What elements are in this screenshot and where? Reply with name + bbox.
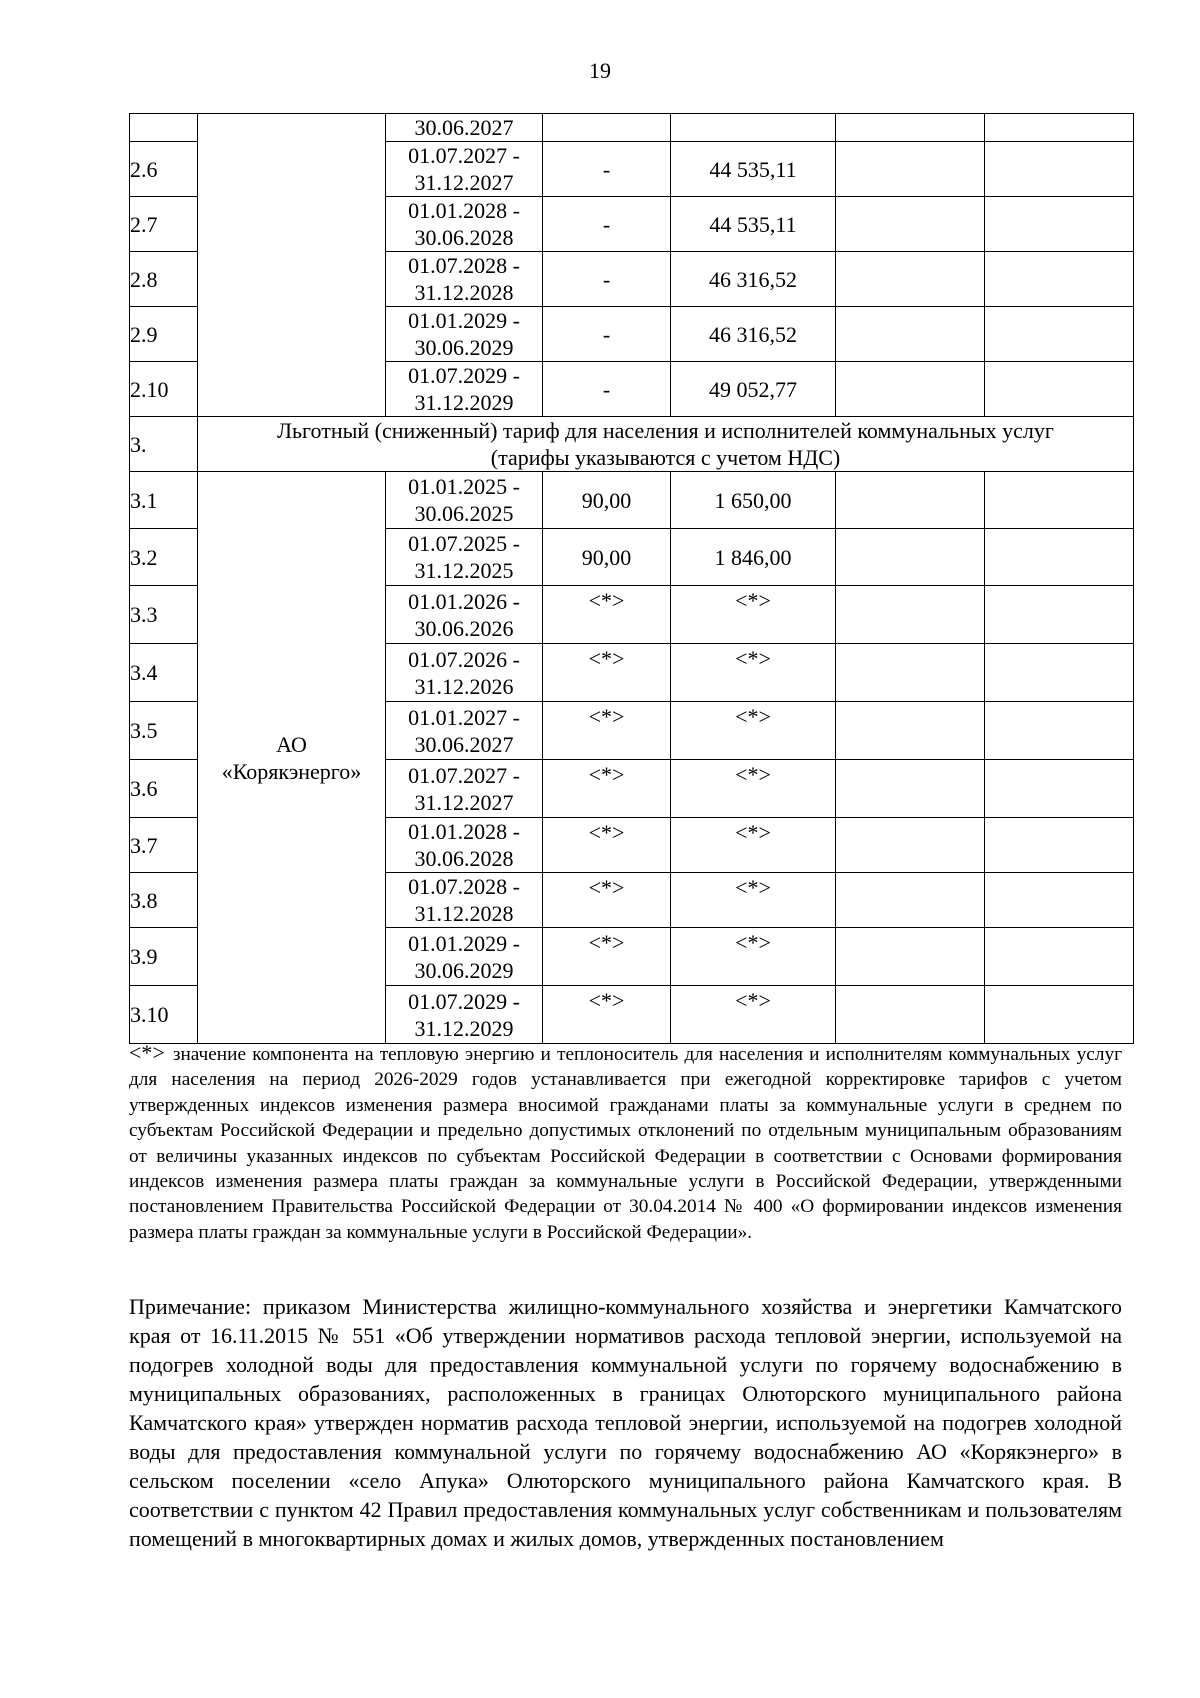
- row-number: [130, 114, 198, 142]
- table-row: 3.6 01.07.2027 - 31.12.2027 <*> <*>: [130, 760, 1134, 818]
- footnote-mark: <*>: [129, 1040, 165, 1065]
- table-row: 3.8 01.07.2028 - 31.12.2028 <*> <*>: [130, 873, 1134, 928]
- table-row: [130, 114, 1134, 142]
- organization-cell: АО «Корякэнерго»: [198, 472, 386, 1044]
- note-paragraph: Примечание: приказом Министерства жилищно-коммунального хозяйства и энергетики Камчатского края от 16.11.2015 № 551 «Об утверждении нормативов расхода тепловой энергии, используемой на подогрев холодной воды для предоставления коммунальной услуги по горячему водоснабжению в муниципальных образованиях, расположенных в границах Олюторского муниципального района Камчатского края» утвержден норматив расхода тепловой энергии, используемой на подогрев холодной воды для предоставления коммунальной услуги по горячему водоснабжению АО «Корякэнерго» в сельском поселении «село Апука» Олюторского муниципального района Камчатского края. В соответствии с пунктом 42 Правил предоставления коммунальных услуг собственникам и пользователям помещений в многоквартирных домах и жилых домов, утвержденных постановлением: [129, 1294, 1122, 1551]
- table-row: 2.8 01.07.2028 - 31.12.2028 - 46 316,52: [130, 252, 1134, 307]
- table-row: 3.5 01.01.2027 - 30.06.2027 <*> <*>: [130, 702, 1134, 760]
- table-row: 3.7 01.01.2028 - 30.06.2028 <*> <*>: [130, 818, 1134, 873]
- table-row: 3.3 01.01.2026 - 30.06.2026 <*> <*>: [130, 586, 1134, 644]
- organization-cell-part2: [198, 114, 386, 417]
- footnote: [129, 1040, 1122, 1245]
- period-cell: 30.06.2027: [386, 114, 543, 142]
- table-row: 2.7 01.01.2028 - 30.06.2028 - 44 535,11: [130, 197, 1134, 252]
- table-row: 2.6 01.07.2027 - 31.12.2027 - 44 535,11: [130, 142, 1134, 197]
- table-row: 3.9 01.01.2029 - 30.06.2029 <*> <*>: [130, 928, 1134, 986]
- table-row: 3.2 01.07.2025 - 31.12.2025 90,00 1 846,00: [130, 529, 1134, 586]
- table-row: 3.10 01.07.2029 - 31.12.2029 <*> <*>: [130, 986, 1134, 1044]
- table-row: 3.4 01.07.2026 - 31.12.2026 <*> <*>: [130, 644, 1134, 702]
- table-row: 2.9 01.01.2029 - 30.06.2029 - 46 316,52: [130, 307, 1134, 362]
- table-row: 3.1 АО «Корякэнерго» 01.01.2025 - 30.06.2025 90,00 1 650,00: [130, 472, 1134, 529]
- table-row: 2.10 01.07.2029 - 31.12.2029 - 49 052,77: [130, 362, 1134, 417]
- section-title: Льготный (сниженный) тариф для населения и исполнителей коммунальных услуг (тарифы указываются с учетом НДС): [198, 417, 1134, 472]
- tariff-table: [129, 113, 1134, 1044]
- page-number: 19: [589, 58, 611, 83]
- section-header-row: 3. Льготный (сниженный) тариф для населения и исполнителей коммунальных услуг (тарифы указываются с учетом НДС): [130, 417, 1134, 472]
- footnote-text: значение компонента на тепловую энергию и теплоноситель для населения и исполнителям коммунальных услуг для населения на период 2026-2029 годов устанавливается при ежегодной корректировке тарифов с учетом утвержденных индексов изменения размера вносимой гражданами платы за коммунальные услуги в среднем по субъектам Российской Федерации и предельно допустимых отклонений по отдельным муниципальным образованиям от величины указанных индексов по субъектам Российской Федерации в соответствии с Основами формирования индексов изменения размера платы граждан за коммунальные услуги в Российской Федерации, утвержденными постановлением Правительства Российской Федерации от 30.04.2014 № 400 «О формировании индексов изменения размера платы граждан за коммунальные услуги в Российской Федерации».: [129, 1044, 1122, 1243]
